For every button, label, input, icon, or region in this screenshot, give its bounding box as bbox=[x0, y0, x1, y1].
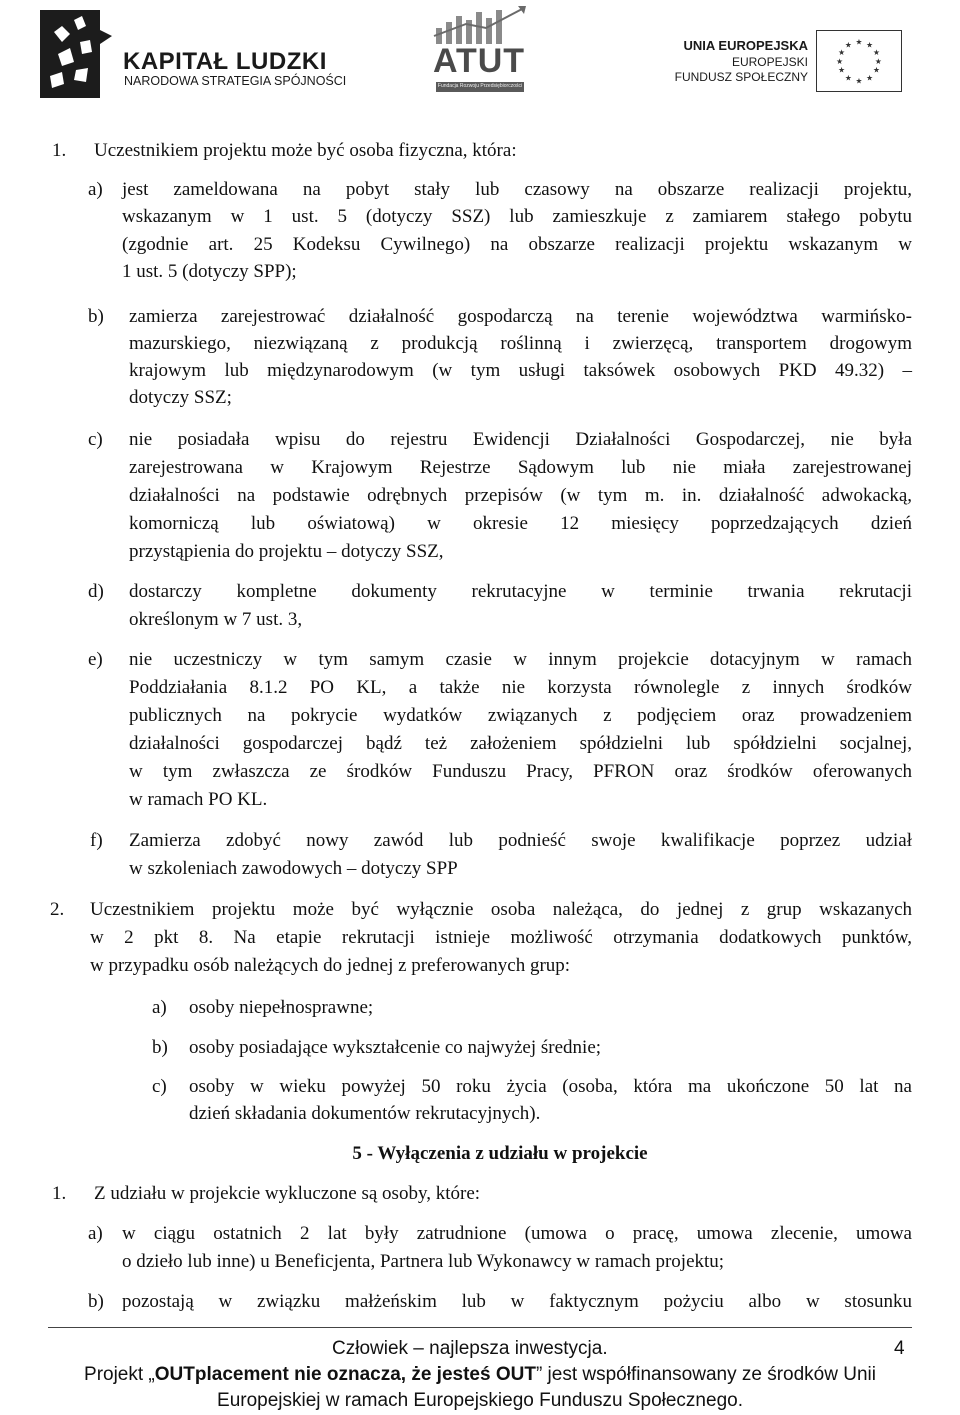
item-d-line-1: dostarczy kompletne dokumenty rekrutacyjne w terminie trwania rekrutacji bbox=[129, 581, 912, 602]
item-f-line-2: w szkoleniach zawodowych – dotyczy SPP bbox=[129, 858, 458, 879]
point-2-line-1: Uczestnikiem projektu może być wyłącznie osoba należąca, do jednej z grup wskazanych bbox=[90, 899, 912, 920]
item-b-line-3: krajowym lub międzynarodowym (w tym usługi taksówek osobowych PKD 49.32) – bbox=[129, 360, 912, 381]
group-b-text: osoby posiadające wykształcenie co najwyżej średnie; bbox=[189, 1037, 602, 1058]
svg-text:★: ★ bbox=[838, 65, 846, 75]
footer-line-1 bbox=[0, 1364, 960, 1386]
svg-text:★: ★ bbox=[874, 56, 882, 66]
footer-motto: Człowiek – najlepsza inwestycja. bbox=[332, 1338, 608, 1359]
item-c-line-3: działalności na podstawie odrębnych przepisów (w tym m. in. działalność adwokacką, bbox=[129, 485, 912, 506]
item-a-line-2: wskazanym w 1 ust. 5 (dotyczy SSZ) lub zamieszkuje z zamiarem stałego pobytu bbox=[122, 206, 912, 227]
item-a-line-1: jest zameldowana na pobyt stały lub czasowy na obszarze realizacji projektu, bbox=[122, 179, 912, 200]
item-c-line-5: przystąpienia do projektu – dotyczy SSZ, bbox=[129, 541, 444, 562]
svg-text:★: ★ bbox=[844, 40, 852, 50]
item-b-line-2: mazurskiego, niezwiązaną z produkcją roślinną i zwierzęcą, transportem drogowym bbox=[129, 333, 912, 354]
svg-text:★: ★ bbox=[844, 73, 852, 83]
point-2-line-2: w 2 pkt 8. Na etapie rekrutacji istnieje możliwość otrzymania dodatkowych punktów, bbox=[90, 927, 912, 948]
exclusion-b-label: b) bbox=[88, 1291, 104, 1312]
svg-text:★: ★ bbox=[838, 48, 846, 58]
item-e-line-6: w ramach PO KL. bbox=[129, 789, 268, 810]
svg-text:★: ★ bbox=[866, 73, 874, 83]
svg-text:★: ★ bbox=[872, 48, 880, 58]
item-c-line-4: komorniczą lub oświatową) w okresie 12 miesięcy poprzedzających dzień bbox=[129, 513, 912, 534]
kapital-ludzki-mark-icon bbox=[40, 10, 112, 98]
group-b-label: b) bbox=[152, 1037, 168, 1058]
kapital-ludzki-subtitle: NARODOWA STRATEGIA SPÓJNOŚCI bbox=[124, 74, 347, 88]
section-5-point-1-number: 1. bbox=[52, 1183, 67, 1204]
item-e-label: e) bbox=[88, 649, 103, 670]
eu-flag-icon bbox=[816, 30, 902, 92]
kapital-ludzki-title: KAPITAŁ LUDZKI bbox=[123, 48, 327, 75]
page-header bbox=[0, 0, 960, 112]
footer-project-name: OUTplacement nie oznacza, że jesteś OUT bbox=[154, 1364, 536, 1385]
kapital-ludzki-logo bbox=[40, 10, 347, 100]
item-b-label: b) bbox=[88, 306, 104, 327]
atut-tagline: Fundacja Rozwoju Przedsiębiorczości bbox=[437, 83, 523, 89]
svg-text:★: ★ bbox=[872, 65, 880, 75]
svg-text:★: ★ bbox=[855, 37, 863, 47]
item-a-line-4: 1 ust. 5 (dotyczy SPP); bbox=[122, 261, 297, 282]
item-a-line-3: (zgodnie art. 25 Kodeksu Cywilnego) na obszarze realizacji projektu wskazanym w bbox=[122, 234, 912, 255]
section-5-heading: 5 - Wyłączenia z udziału w projekcie bbox=[352, 1143, 648, 1164]
item-d-label: d) bbox=[88, 581, 104, 602]
svg-text:★: ★ bbox=[866, 40, 874, 50]
ue-line-2: EUROPEJSKI bbox=[731, 55, 808, 69]
item-b-line-1: zamierza zarejestrować działalność gospodarczą na terenie województwa warmińsko- bbox=[129, 306, 912, 327]
footer-divider bbox=[48, 1327, 912, 1328]
item-a-label: a) bbox=[88, 179, 103, 200]
item-f-line-1: Zamierza zdobyć nowy zawód lub podnieść swoje kwalifikacje poprzez udział bbox=[129, 830, 912, 851]
item-c-line-1: nie posiadała wpisu do rejestru Ewidencji Działalności Gospodarczej, nie była bbox=[129, 429, 912, 450]
item-f-label: f) bbox=[90, 830, 103, 851]
point-2-line-3: w przypadku osób należących do jednej z preferowanych grup: bbox=[90, 955, 571, 976]
page-number: 4 bbox=[894, 1338, 905, 1359]
item-b-line-4: dotyczy SSZ; bbox=[129, 387, 232, 408]
item-c-line-2: zarejestrowana w Krajowym Rejestrze Sądowym lub nie miała zarejestrowanej bbox=[129, 457, 912, 478]
svg-text:★: ★ bbox=[855, 76, 863, 86]
group-a-label: a) bbox=[152, 997, 167, 1018]
section-5-point-1-text: Z udziału w projekcie wykluczone są osoby, które: bbox=[94, 1183, 481, 1204]
item-e-line-5: w tym zwłaszcza ze środków Funduszu Pracy, PFRON oraz środków oferowanych bbox=[129, 761, 912, 782]
ue-line-1: UNIA EUROPEJSKA bbox=[683, 38, 808, 53]
item-e-line-1: nie uczestniczy w tym samym czasie w innym projekcie dotacyjnym w ramach bbox=[129, 649, 912, 670]
exclusion-a-line-1: w ciągu ostatnich 2 lat były zatrudnione (umowa o pracę, umowa zlecenie, umowa bbox=[122, 1223, 912, 1244]
atut-name: ATUT bbox=[432, 42, 526, 80]
exclusion-b-line-1: pozostają w związku małżeńskim lub w faktycznym pożyciu albo w stosunku bbox=[122, 1291, 912, 1312]
footer-line-2: Europejskiej w ramach Europejskiego Funduszu Społecznego. bbox=[217, 1390, 743, 1411]
point-2-number: 2. bbox=[50, 899, 65, 920]
point-1-number: 1. bbox=[52, 140, 67, 161]
item-d-line-2: określonym w 7 ust. 3, bbox=[129, 609, 303, 630]
group-c-label: c) bbox=[152, 1076, 167, 1097]
group-c-line-1: osoby w wieku powyżej 50 roku życia (osoba, która ma ukończone 50 lat na bbox=[189, 1076, 912, 1097]
group-c-line-2: dzień składania dokumentów rekrutacyjnych). bbox=[189, 1103, 541, 1124]
unia-europejska-logo bbox=[660, 24, 930, 94]
svg-text:★: ★ bbox=[836, 56, 844, 66]
ue-line-3: FUNDUSZ SPOŁECZNY bbox=[674, 70, 808, 84]
exclusion-a-label: a) bbox=[88, 1223, 103, 1244]
item-e-line-4: działalności gospodarczej bądź też założeniem spółdzielni lub spółdzielni socjalnej, bbox=[129, 733, 912, 754]
item-c-label: c) bbox=[88, 429, 103, 450]
footer-line-1-prefix: Projekt „ bbox=[84, 1364, 155, 1385]
item-e-line-3: publicznych na pokrycie wydatków związanych z podjęciem oraz prowadzeniem bbox=[129, 705, 912, 726]
group-a-text: osoby niepełnosprawne; bbox=[189, 997, 374, 1018]
exclusion-a-line-2: o dzieło lub inne) u Beneficjenta, Partnera lub Wykonawcy w ramach projektu; bbox=[122, 1251, 725, 1272]
footer-line-1-suffix: ” jest współfinansowany ze środków Unii bbox=[535, 1364, 876, 1385]
point-1-text: Uczestnikiem projektu może być osoba fizyczna, która: bbox=[94, 140, 517, 161]
item-e-line-2: Poddziałania 8.1.2 PO KL, a także nie korzysta równolegle z innych środków bbox=[129, 677, 912, 698]
